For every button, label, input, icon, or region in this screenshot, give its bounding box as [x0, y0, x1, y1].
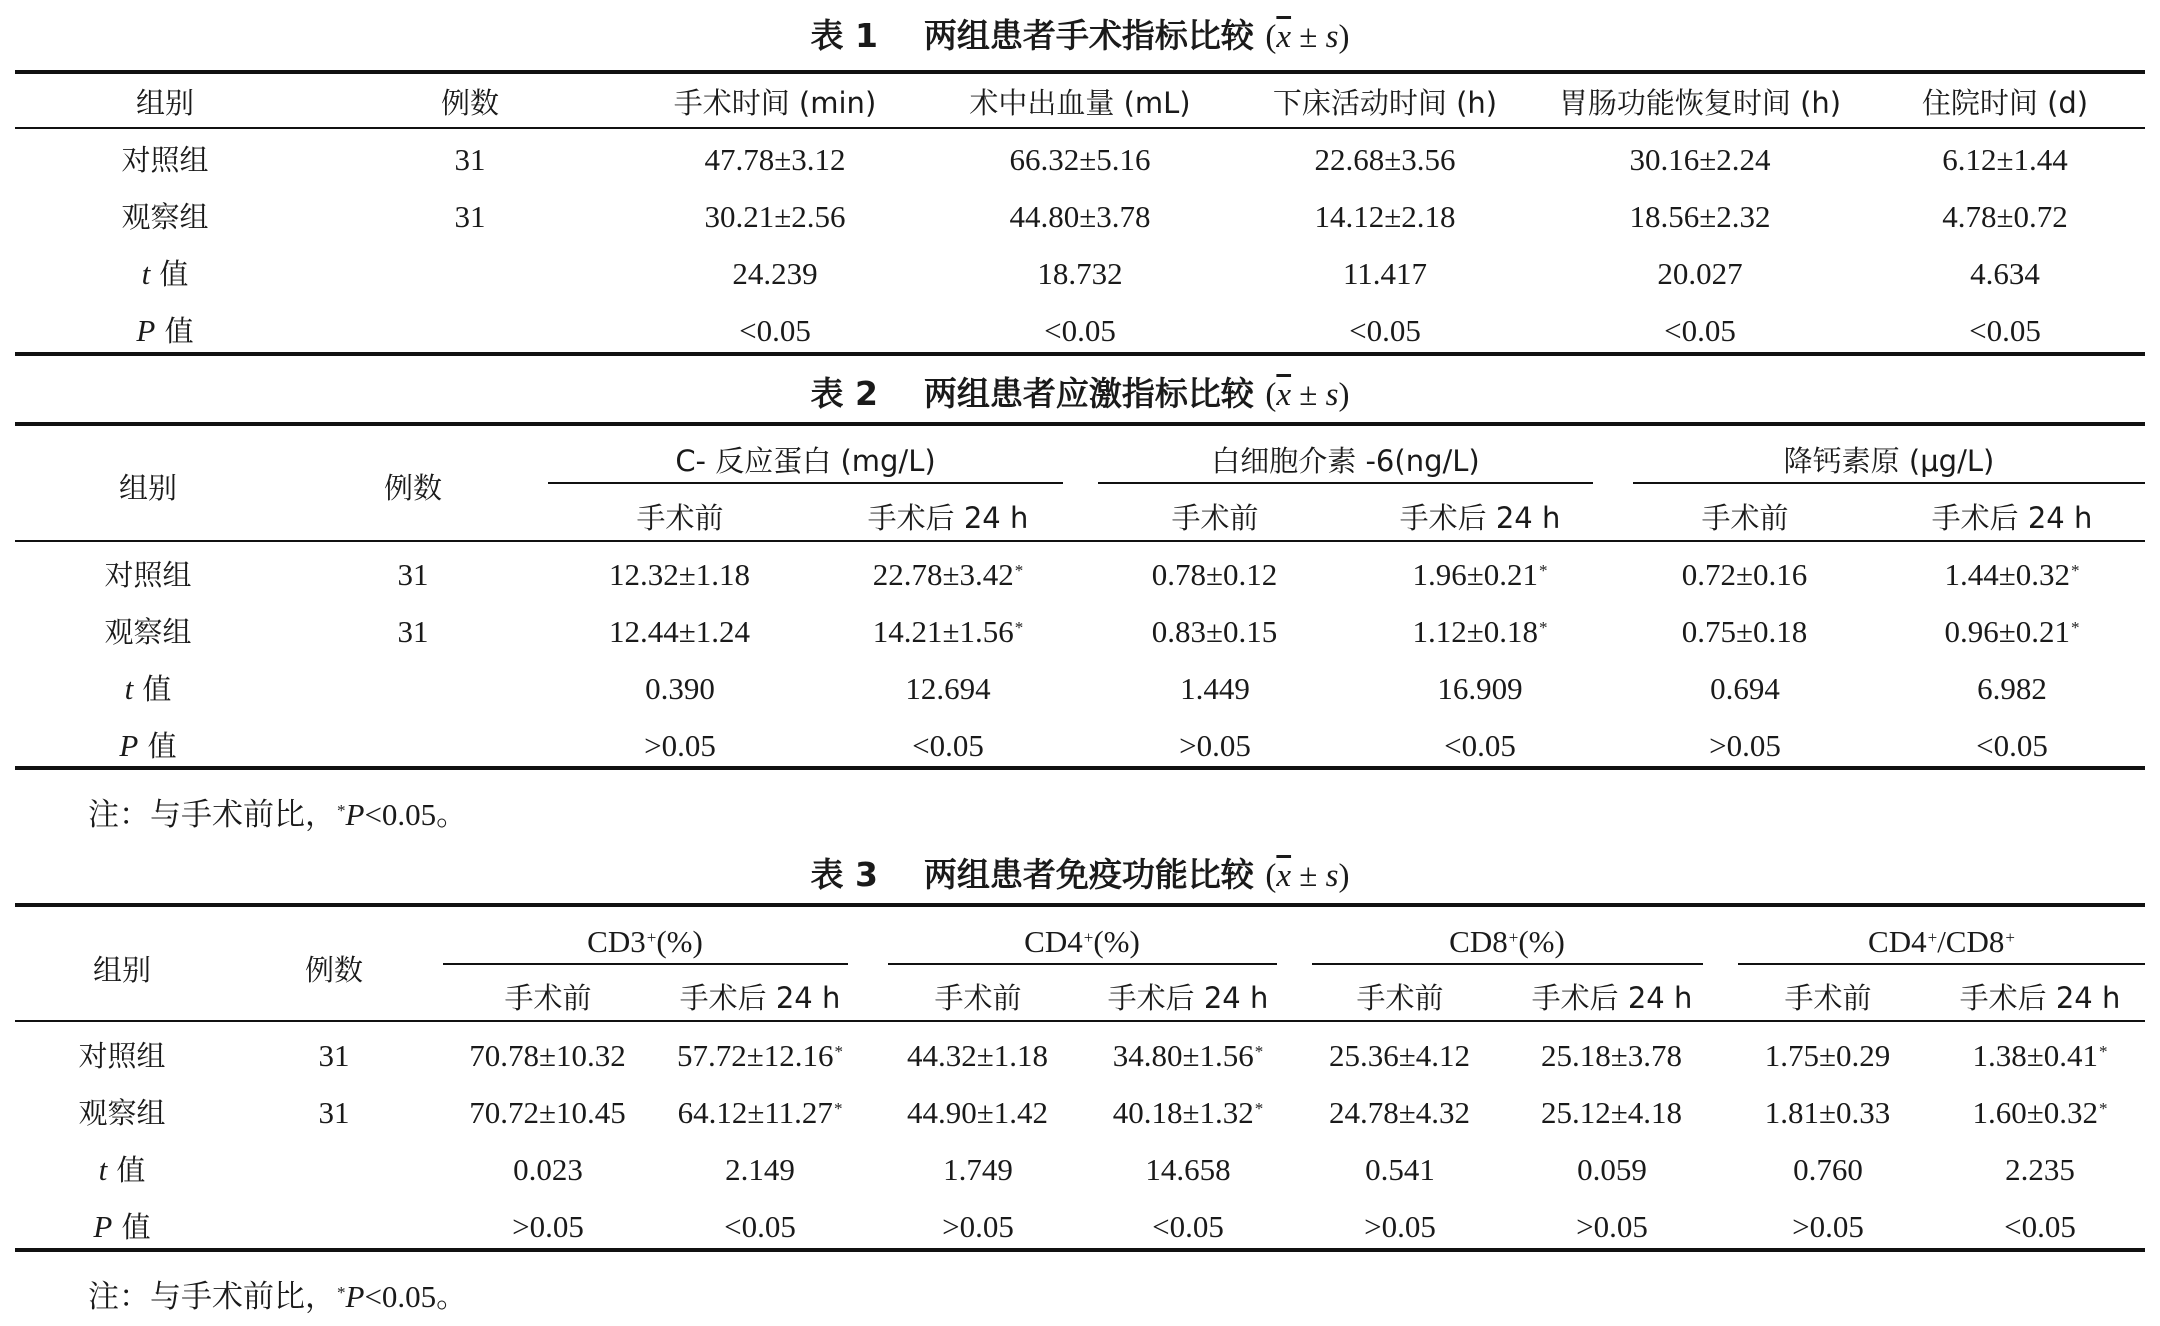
table1-top-rule: [15, 70, 2145, 74]
group-label: 对照组: [78, 1039, 166, 1073]
group-header-a-sup: +: [1927, 928, 1938, 947]
p-value: <0.05: [739, 313, 811, 348]
value-text: 44.90±1.42: [906, 1095, 1048, 1130]
formula-mean: $\overline{x}$: [1276, 377, 1292, 413]
p-value: <0.05: [912, 728, 984, 763]
p-value: <0.05: [2004, 1209, 2076, 1244]
value-text: 0.83±0.15: [1151, 614, 1278, 649]
t-value: 14.658: [1145, 1152, 1231, 1187]
group-header-b: (%): [656, 924, 703, 959]
formula-close: ): [1338, 19, 1350, 55]
count-cell: 31: [318, 1095, 350, 1130]
group-header-b: (%): [1093, 924, 1140, 959]
value-cell: [1740, 1093, 2160, 1133]
column-header: 术中出血量 (mL): [969, 86, 1191, 120]
value-text: 0.78±0.12: [1151, 557, 1278, 592]
group-underline: [1738, 963, 2145, 965]
p-value: >0.05: [1576, 1209, 1648, 1244]
group-header-b: /CD8: [1937, 924, 2005, 959]
table3-bottom-rule: [15, 1248, 2145, 1252]
significance-mark: *: [833, 1099, 843, 1118]
group-label: 对照组: [121, 143, 209, 177]
group-underline: [1633, 482, 2145, 484]
t-value: 0.760: [1793, 1152, 1863, 1187]
p-value: <0.05: [1349, 313, 1421, 348]
value-text: 34.80±1.56: [1112, 1038, 1254, 1073]
p-value: <0.05: [1044, 313, 1116, 348]
group-header-a-sup: +: [1508, 928, 1519, 947]
caption-formula: [1265, 377, 1349, 413]
value-cell: 14.12±2.18: [1314, 199, 1456, 234]
column-header: 住院时间 (d): [1921, 86, 2089, 120]
note-prefix: 注：与手术前比，: [88, 1279, 336, 1315]
stat-symbol: P: [136, 313, 156, 348]
group-header: [1642, 922, 2160, 962]
caption-title: 两组患者应激指标比较: [923, 374, 1254, 413]
table3-header-rule: [15, 1020, 2145, 1022]
t-value: 11.417: [1342, 256, 1428, 291]
significance-mark: *: [1254, 1042, 1264, 1061]
table2-header-rule: [15, 540, 2145, 542]
stat-symbol: t: [141, 256, 151, 291]
value-text: 25.36±4.12: [1328, 1038, 1470, 1073]
t-value: 2.149: [725, 1152, 795, 1187]
p-value: >0.05: [1179, 728, 1251, 763]
group-header-b: (%): [1518, 924, 1565, 959]
value-cell: 22.68±3.56: [1314, 142, 1456, 177]
t-value: 20.027: [1657, 256, 1743, 291]
stat-label-text: 值: [107, 1153, 146, 1187]
t-value: 0.390: [645, 671, 715, 706]
value-cell: 47.78±3.12: [704, 142, 846, 177]
stat-label-text: 值: [155, 314, 194, 348]
p-value: >0.05: [942, 1209, 1014, 1244]
formula-sd: s: [1325, 377, 1339, 413]
sub-header: 手术后 24 h: [1959, 981, 2121, 1015]
stat-symbol: t: [98, 1152, 108, 1187]
value-text: 1.96±0.21: [1412, 557, 1538, 592]
group-label: 对照组: [104, 558, 192, 592]
count-cell: 31: [397, 557, 429, 592]
table2-top-rule: [15, 422, 2145, 426]
significance-mark: *: [2099, 1042, 2108, 1061]
note-mark: *: [337, 1283, 346, 1302]
value-cell: [1712, 555, 2160, 595]
value-text: 64.12±11.27: [677, 1095, 833, 1130]
value-text: 22.78±3.42: [872, 557, 1014, 592]
group-header-b-sup: +: [2005, 928, 2015, 947]
value-cell: 66.32±5.16: [1009, 142, 1151, 177]
formula-pm: ±: [1291, 377, 1326, 413]
p-value: >0.05: [1792, 1209, 1864, 1244]
value-text: 25.12±4.18: [1540, 1095, 1682, 1130]
significance-mark: *: [2099, 1099, 2108, 1118]
column-header: 胃肠功能恢复时间 (h): [1558, 86, 1842, 120]
value-text: 40.18±1.32: [1112, 1095, 1254, 1130]
sub-header: 手术前: [1784, 981, 1872, 1015]
column-header: 手术时间 (min): [673, 86, 877, 120]
value-cell: 18.56±2.32: [1629, 199, 1771, 234]
count-cell: 31: [454, 199, 486, 234]
t-value: 2.235: [2005, 1152, 2075, 1187]
p-value: >0.05: [512, 1209, 584, 1244]
formula-close: ): [1338, 377, 1350, 413]
group-header: 降钙素原 (μg/L): [1783, 444, 1995, 478]
group-header: C- 反应蛋白 (mg/L): [675, 444, 936, 478]
significance-mark: *: [1539, 618, 1548, 637]
group-header-a-sup: +: [646, 928, 657, 947]
group-label: 观察组: [78, 1096, 166, 1130]
value-text: 1.12±0.18: [1412, 614, 1538, 649]
sub-header: 手术前: [636, 501, 724, 535]
formula-open: (: [1265, 858, 1277, 894]
value-text: 14.21±1.56: [872, 614, 1014, 649]
table1-header-rule: [15, 127, 2145, 129]
table2-caption: [0, 374, 2160, 415]
value-text: 1.38±0.41: [1972, 1038, 2098, 1073]
sub-header: 手术后 24 h: [1931, 501, 2093, 535]
sub-header: 手术后 24 h: [1107, 981, 1269, 1015]
note-p: P: [345, 797, 365, 832]
table-note: [88, 795, 467, 835]
t-value: 1.449: [1180, 671, 1250, 706]
sub-header: 手术后 24 h: [1399, 501, 1561, 535]
p-value: <0.05: [1152, 1209, 1224, 1244]
t-value: 0.059: [1577, 1152, 1647, 1187]
sub-header: 手术后 24 h: [1531, 981, 1693, 1015]
group-label: 观察组: [104, 615, 192, 649]
p-value: <0.05: [724, 1209, 796, 1244]
table1-bottom-rule: [15, 352, 2145, 356]
sub-header: 手术前: [504, 981, 592, 1015]
value-text: 1.81±0.33: [1764, 1095, 1891, 1130]
table3-top-rule: [15, 903, 2145, 907]
p-value: >0.05: [1364, 1209, 1436, 1244]
p-value: <0.05: [1969, 313, 2041, 348]
t-value-label: [0, 254, 465, 294]
table2-bottom-rule: [15, 766, 2145, 770]
t-value: 0.694: [1710, 671, 1780, 706]
formula-mean: $\overline{x}$: [1276, 19, 1292, 55]
group-label: 观察组: [121, 200, 209, 234]
caption-formula: [1265, 858, 1349, 894]
significance-mark: *: [2071, 561, 2080, 580]
value-text: 0.96±0.21: [1944, 614, 2070, 649]
sub-header: 手术前: [1356, 981, 1444, 1015]
significance-mark: *: [1014, 618, 1024, 637]
value-text: 70.78±10.32: [469, 1038, 626, 1073]
value-text: 24.78±4.32: [1328, 1095, 1470, 1130]
group-header-a: CD4: [1868, 924, 1927, 959]
t-value: 0.541: [1365, 1152, 1435, 1187]
p-value: <0.05: [1976, 728, 2048, 763]
stat-symbol: P: [93, 1209, 113, 1244]
column-header: 例数: [440, 86, 499, 120]
sub-header: 手术后 24 h: [679, 981, 841, 1015]
column-header: 例数: [383, 471, 442, 505]
column-header: 下床活动时间 (h): [1272, 86, 1498, 120]
group-underline: [443, 963, 848, 965]
note-value: <0.05。: [364, 1279, 468, 1314]
formula-open: (: [1265, 19, 1277, 55]
value-cell: 6.12±1.44: [1942, 142, 2068, 177]
group-underline: [1098, 482, 1593, 484]
value-cell: [1740, 1036, 2160, 1076]
caption-formula: [1265, 19, 1349, 55]
t-value: 18.732: [1037, 256, 1123, 291]
note-p: P: [345, 1279, 365, 1314]
stat-label-text: 值: [150, 257, 189, 291]
table1-caption: [0, 16, 2160, 57]
t-value: 6.982: [1977, 671, 2047, 706]
significance-mark: *: [1539, 561, 1548, 580]
group-header: 白细胞介素 -6(ng/L): [1211, 444, 1480, 478]
group-underline: [1312, 963, 1703, 965]
t-value: 12.694: [905, 671, 991, 706]
sub-header: 手术前: [1171, 501, 1259, 535]
group-underline: [888, 963, 1277, 965]
caption-label: 表 2: [810, 374, 878, 413]
column-header: 组别: [135, 86, 194, 120]
value-text: 25.18±3.78: [1540, 1038, 1682, 1073]
p-value: <0.05: [1444, 728, 1516, 763]
stat-symbol: t: [124, 671, 134, 706]
value-text: 12.32±1.18: [608, 557, 750, 592]
sub-header: 手术后 24 h: [867, 501, 1029, 535]
value-cell: 4.78±0.72: [1942, 199, 2068, 234]
count-cell: 31: [454, 142, 486, 177]
p-value: >0.05: [1709, 728, 1781, 763]
stat-label-text: 值: [138, 729, 177, 763]
formula-mean: $\overline{x}$: [1276, 858, 1292, 894]
significance-mark: *: [834, 1042, 843, 1061]
p-value-label: [0, 311, 465, 351]
value-text: 1.44±0.32: [1944, 557, 2070, 592]
significance-mark: *: [1254, 1099, 1264, 1118]
group-header-a-sup: +: [1083, 928, 1094, 947]
count-cell: 31: [318, 1038, 350, 1073]
formula-pm: ±: [1291, 19, 1326, 55]
value-text: 1.60±0.32: [1972, 1095, 2098, 1130]
value-cell: 30.16±2.24: [1629, 142, 1771, 177]
t-value: 16.909: [1437, 671, 1523, 706]
caption-title: 两组患者手术指标比较: [923, 16, 1254, 55]
column-header: 组别: [92, 953, 151, 987]
significance-mark: *: [2071, 618, 2080, 637]
stat-symbol: P: [119, 728, 139, 763]
formula-pm: ±: [1291, 858, 1326, 894]
note-prefix: 注：与手术前比，: [88, 797, 336, 833]
value-cell: [1712, 612, 2160, 652]
value-text: 0.72±0.16: [1681, 557, 1808, 592]
sub-header: 手术前: [1701, 501, 1789, 535]
group-header-a: CD3: [587, 924, 646, 959]
value-text: 57.72±12.16: [676, 1038, 834, 1073]
table3-caption: [0, 855, 2160, 896]
caption-label: 表 3: [810, 855, 878, 894]
t-value: 24.239: [732, 256, 818, 291]
t-value: 4.634: [1970, 256, 2040, 291]
group-header-a: CD8: [1449, 924, 1508, 959]
note-mark: *: [337, 801, 346, 820]
column-header: 例数: [304, 953, 363, 987]
value-cell: 30.21±2.56: [704, 199, 846, 234]
formula-open: (: [1265, 377, 1277, 413]
sub-header: 手术前: [934, 981, 1022, 1015]
value-text: 70.72±10.45: [469, 1095, 626, 1130]
group-underline: [548, 482, 1063, 484]
value-text: 1.75±0.29: [1764, 1038, 1891, 1073]
formula-sd: s: [1325, 858, 1339, 894]
p-value: >0.05: [644, 728, 716, 763]
group-header-a: CD4: [1024, 924, 1083, 959]
stat-label-text: 值: [112, 1210, 151, 1244]
value-cell: 44.80±3.78: [1009, 199, 1151, 234]
p-value: <0.05: [1664, 313, 1736, 348]
significance-mark: *: [1014, 561, 1024, 580]
value-text: 12.44±1.24: [608, 614, 750, 649]
formula-close: ): [1338, 858, 1350, 894]
formula-sd: s: [1325, 19, 1339, 55]
t-value: 0.023: [513, 1152, 583, 1187]
caption-title: 两组患者免疫功能比较: [923, 855, 1254, 894]
value-text: 0.75±0.18: [1681, 614, 1808, 649]
column-header: 组别: [118, 471, 177, 505]
count-cell: 31: [397, 614, 429, 649]
t-value: 1.749: [943, 1152, 1013, 1187]
stat-label-text: 值: [133, 672, 172, 706]
table-note: [88, 1277, 467, 1317]
note-value: <0.05。: [364, 797, 468, 832]
value-text: 44.32±1.18: [906, 1038, 1048, 1073]
caption-label: 表 1: [810, 16, 878, 55]
